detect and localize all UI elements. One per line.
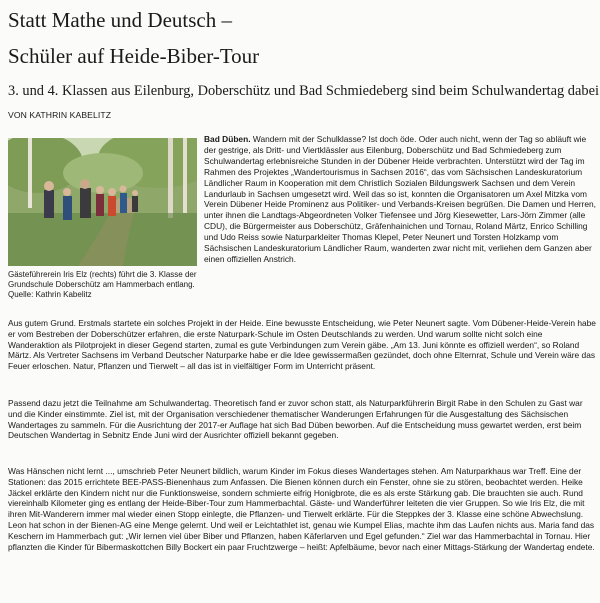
article-subtitle: 3. und 4. Klassen aus Eilenburg, Doberschütz und Bad Schmiedeberg sind beim Schulwandertag dabei xyxy=(8,83,599,99)
body-paragraph-3: Was Hänschen nicht lernt ..., umschrieb Peter Neunert bildlich, warum Kinder im Fokus dieses Wandertages stehen. Am Naturparkhaus war Treff. Eine der Stationen: das 2015 errichtete BEE-PASS-Bienenhaus zum Anfassen. Die Bienen können durch ein Fenster, ohne sie zu stören, beobachtet werden. Heike Jäckel erklärte den Kindern nicht nur die Funktionsweise, sondern schmierte eifrig Honigbrote, die es als erste Stärkung gab. Die brauchten sie auch. Rund viereinhalb Kilometer ging es entlang der Heide-Biber-Tour zum Hammerbachtal. Gäste- und Wanderführer leiteten die vier Gruppen. So wie Iris Elz, die mit ihren Mit-Wanderern immer mal wieder einen Stopp einlegte, die Pflanzen- und Tierwelt erklärte. Für die Steppkes der 3. Klasse eine schöne Abwechslung. Leon hat schon in der Bienen-AG eine Menge gelernt. Und weil er Leichtathlet ist, genau wie Kumpel Elias, machte ihm das Laufen nichts aus. Maria fand das Keschern im Hammerbach gut: „Wir lernen viel über Biber und Pflanzen, haben Käferlarven und Egel gefunden.“ Ziel war das Hammerbachtal in Tornau. Hier pflanzten die Kinder für Bibermaskottchen Billy Bockert ein paar Fruchtzwerge – heißt: Apfelbäume, bevor nach einer Mittags-Stärkung der Wandertag endete. xyxy=(8,466,595,552)
dateline-place: Bad Düben. xyxy=(204,134,251,144)
headline-line-2: Schüler auf Heide-Biber-Tour xyxy=(8,44,260,68)
body-paragraph-1: Aus gutem Grund. Erstmals startete ein solches Projekt in der Heide. Eine bewusste Entscheidung, wie Peter Neunert sagte. Vom Dübener-Heide-Verein habe er vom Bestreben der Doberschützer erfahren, die erste Naturpark-Schule im Osten Deutschlands zu werden. Und warum sollte nicht solch eine Wanderaktion als Pilotprojekt in dieser Gegend starten, zumal es gute Verbindungen zum Verein gäbe. „Am 13. Juni könnte es offiziell werden“, so Roland Märtz. Als Vertreter Sachsens im Verband Deutscher Naturparke habe er die Idee gewissermaßen gezündet, doch ohne Elternrat, Schule und Verein wäre das Feuer erloschen. Natur, Pflanzen und Tierwelt – all das ist in vielfältiger Form im Unterricht präsent. xyxy=(8,318,596,372)
lead-paragraph xyxy=(204,134,596,265)
lead-text: Wandern mit der Schulklasse? Ist doch öde. Oder auch nicht, wenn der Tag so abläuft wie der gestrige, als Dritt- und Viertklässler aus Eilenburg, Doberschütz und Bad Schmiedeberg zum Schulwandertag erlebnisreiche Stunden in der Dübener Heide verbrachten. Unterstützt wird der Tag im Rahmen des Projektes „Wandertourismus in Sachsen 2016“, das vom Sächsischen Landeskuratorium Ländlicher Raum in Kooperation mit dem Christlich Sozialen Bildungswerk Sachsen und dem Verein Landurlaub in Sachsen umgesetzt wird. Weil das so ist, konnten die Organisatoren um Axel Mitzka vom Verein Dübener Heide Prominenz aus Politiker- und Verbands-Kreisen begrüßen. Die Damen und Herren, unter ihnen die Landtags-Abgeordneten Volker Tiefensee und Jörg Kiesewetter, Lars-Jörn Zimmer (alle CDU), die Bürgermeister aus Doberschütz, Gräfenhainichen und Tornau, Roland Märtz, Enrico Schilling und Udo Reiss sowie Naturparkleiter Thomas Klepel, Peter Neunert und Torsten Holzkamp vom Sächsischen Landeskuratorium Ländlicher Raum, wanderten zwar nicht mit, verliehen dem Ganzen aber einen offiziellen Anstrich. xyxy=(204,134,596,264)
body-paragraph-2: Passend dazu jetzt die Teilnahme am Schulwandertag. Theoretisch fand er zuvor schon statt, als Naturparkführerin Birgit Rabe in den Schulen zu Gast war und die Kinder einstimmte. Ziel ist, mit der Organisation verschiedener thematischer Wanderungen Erfahrungen für die Ausgestaltung des Sächsischen Wandertages zu sammeln. Für die Ausrichtung der 2017-er Auflage hat sich Bad Düben beworben. Auf die Entscheidung muss gewartet werden, erst beim Deutschen Wandertag in Sebnitz Ende Juni wird der Ausrichter offiziell bekannt gegeben. xyxy=(8,398,583,441)
photo-caption: Gästeführerein Iris Elz (rechts) führt die 3. Klasse der Grundschule Doberschütz am Hammerbach entlang. Quelle: Kathrin Kabelitz xyxy=(8,270,197,300)
author-byline: VON KATHRIN KABELITZ xyxy=(8,110,112,120)
hiking-class-photo xyxy=(8,138,197,266)
article-photo xyxy=(8,138,197,266)
headline-line-1: Statt Mathe und Deutsch – xyxy=(8,8,232,32)
